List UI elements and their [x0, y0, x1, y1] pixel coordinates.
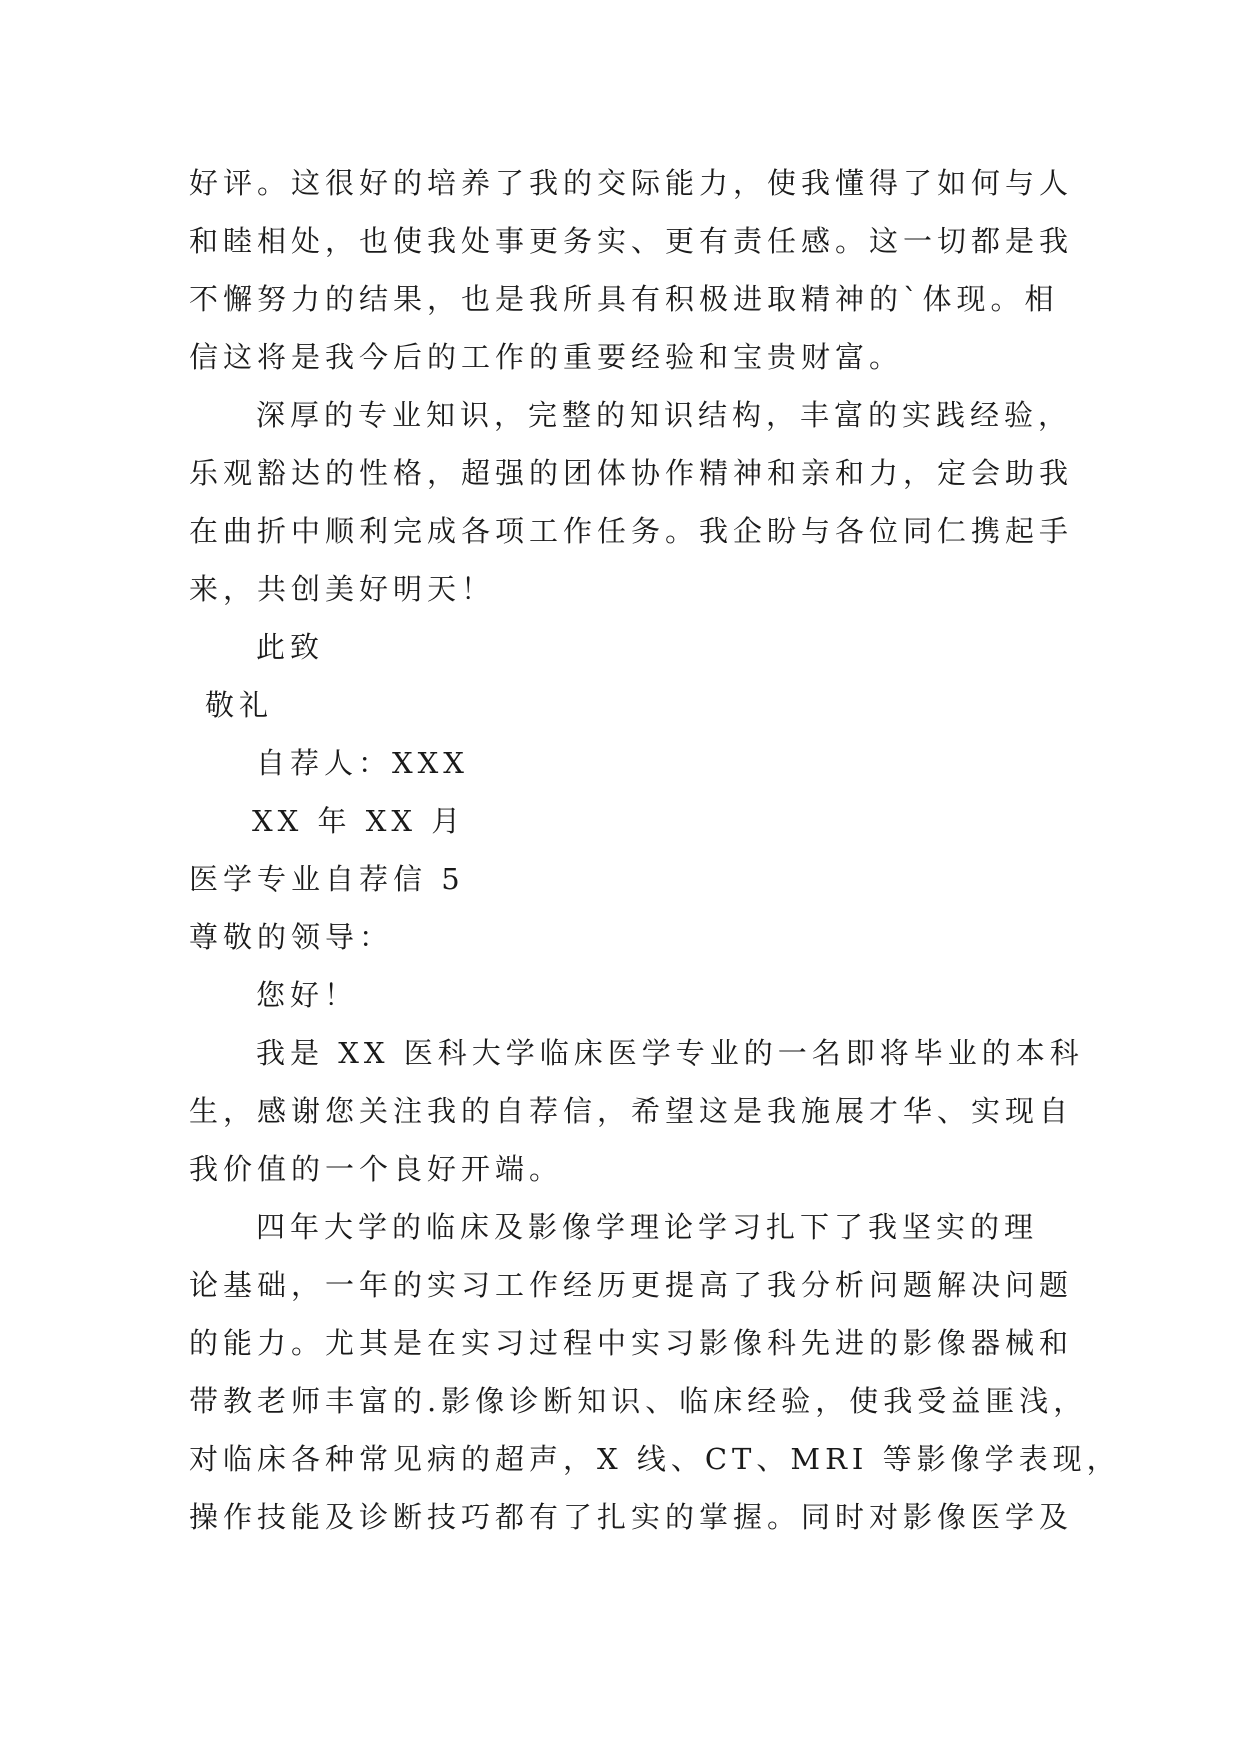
- body-text-line: 信这将是我今后的工作的重要经验和宝贵财富。: [189, 340, 904, 374]
- closing-salute: 敬礼: [205, 688, 274, 722]
- body-text-line: 好评。这很好的培养了我的交际能力，使我懂得了如何与人: [189, 166, 1074, 200]
- body-text-line: 乐观豁达的性格，超强的团体协作精神和亲和力，定会助我: [189, 456, 1074, 490]
- body-text-line: 操作技能及诊断技巧都有了扎实的掌握。同时对影像医学及: [189, 1500, 1074, 1534]
- section-title: 医学专业自荐信 5: [189, 862, 465, 896]
- signature-line: 自荐人：XXX: [256, 746, 469, 780]
- body-text-line: 生，感谢您关注我的自荐信，希望这是我施展才华、实现自: [189, 1094, 1074, 1128]
- date-line: XX 年 XX 月: [252, 804, 466, 838]
- body-text-line: 和睦相处，也使我处事更务实、更有责任感。这一切都是我: [189, 224, 1074, 258]
- body-text-line: 不懈努力的结果，也是我所具有积极进取精神的`体现。相: [189, 282, 1059, 316]
- salutation: 尊敬的领导：: [189, 920, 394, 954]
- body-text-line: 带教老师丰富的.影像诊断知识、临床经验，使我受益匪浅，: [189, 1384, 1088, 1418]
- paragraph-first-line: 我是 XX 医科大学临床医学专业的一名即将毕业的本科: [256, 1036, 1084, 1070]
- greeting: 您好！: [256, 978, 359, 1012]
- paragraph-first-line: 深厚的专业知识，完整的知识结构，丰富的实践经验，: [256, 398, 1073, 432]
- paragraph-first-line: 四年大学的临床及影像学理论学习扎下了我坚实的理: [256, 1210, 1039, 1244]
- closing-phrase: 此致: [256, 630, 325, 664]
- body-text-line: 对临床各种常见病的超声，X 线、CT、MRI 等影像学表现，: [189, 1442, 1121, 1476]
- body-text-line: 来，共创美好明天！: [189, 572, 496, 606]
- body-text-line: 我价值的一个良好开端。: [189, 1152, 564, 1186]
- body-text-line: 的能力。尤其是在实习过程中实习影像科先进的影像器械和: [189, 1326, 1074, 1360]
- body-text-line: 在曲折中顺利完成各项工作任务。我企盼与各位同仁携起手: [189, 514, 1074, 548]
- body-text-line: 论基础，一年的实习工作经历更提高了我分析问题解决问题: [189, 1268, 1074, 1302]
